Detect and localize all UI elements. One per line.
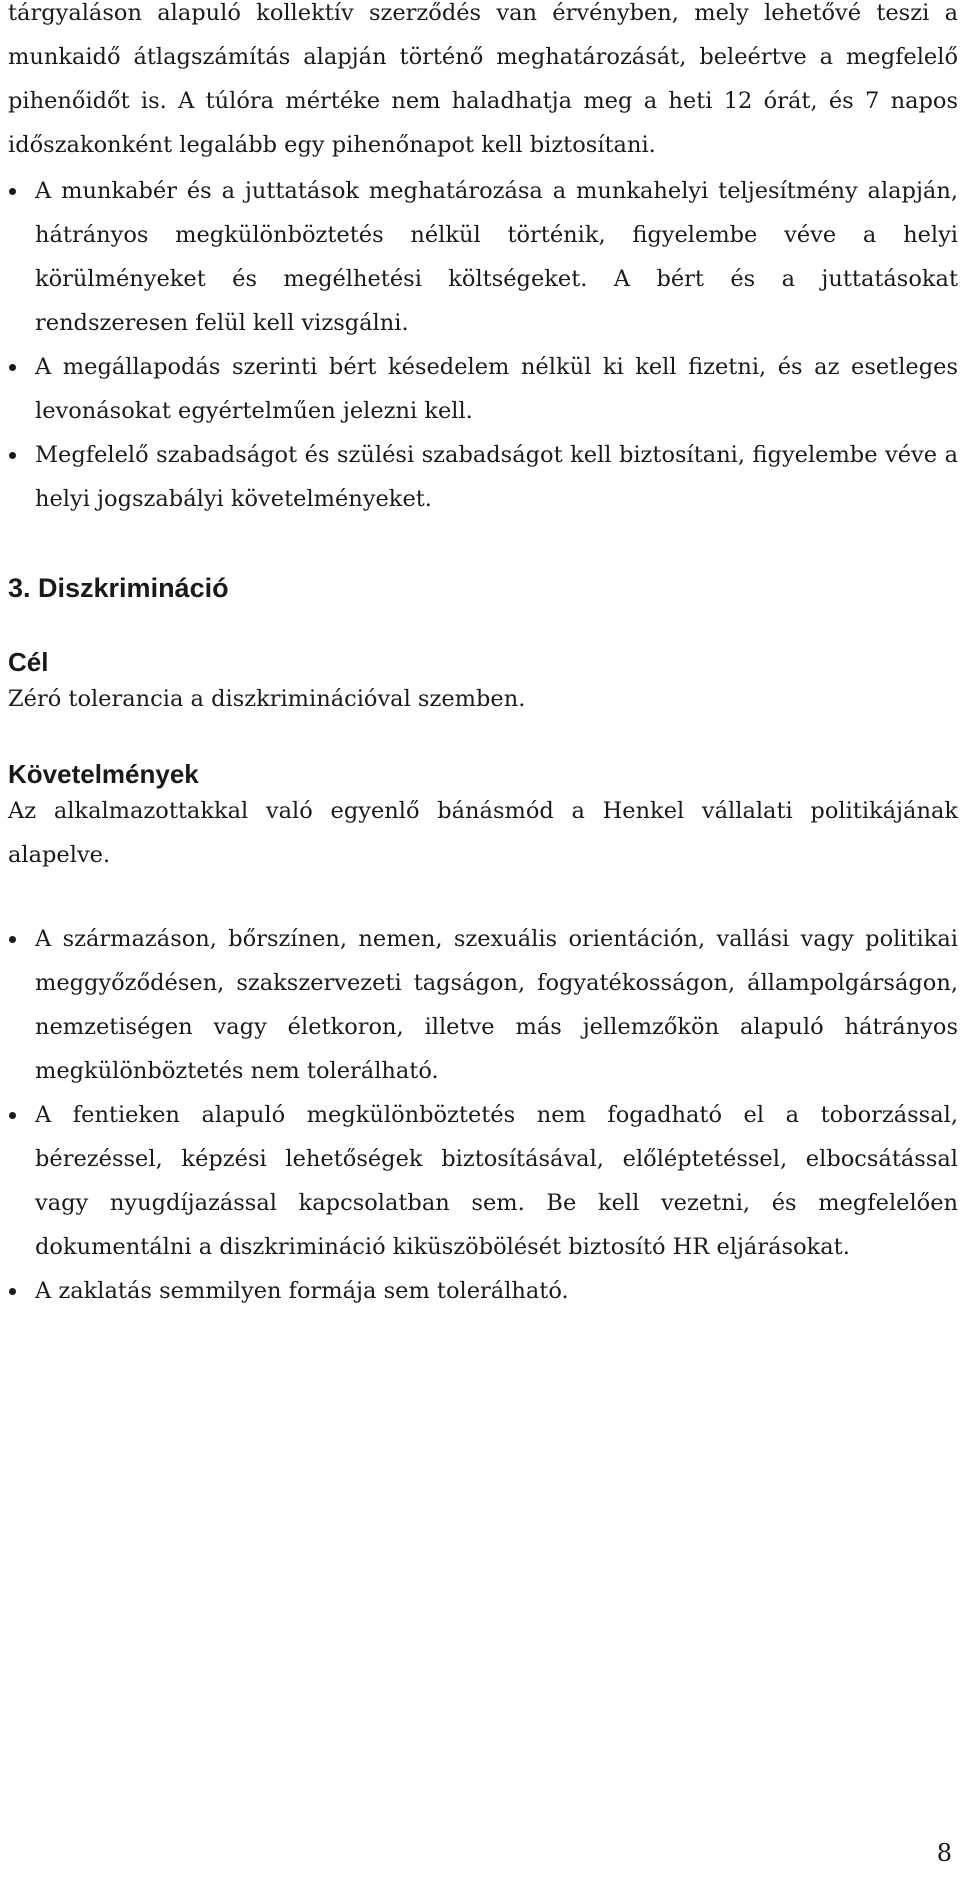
goal-text: Zéró tolerancia a diszkriminációval szemben. [8,686,526,712]
bullet-text: A zaklatás semmilyen formája sem tolerálható. [35,1278,569,1304]
bullet-item [8,917,958,1093]
bullet-item [8,169,958,345]
bullet-text: A megállapodás szerinti bért késedelem nélkül ki kell fizetni, és az esetleges levonásokat egyértelműen jelezni kell. [35,354,958,424]
bullet-dot-icon [9,1112,16,1119]
section-title: 3. Diszkrimináció [8,573,229,603]
bullet-dot-icon [9,188,16,195]
goal-heading: Cél [8,647,49,677]
bullet-text: A származáson, bőrszínen, nemen, szexuális orientáción, vallási vagy politikai meggyőződésen, szakszervezeti tagságon, fogyatékosságon, állampolgárságon, nemzetiségen vagy életkoron, illetve más jellemzőkön alapuló hátrányos megkülönböztetés nem tolerálható. [35,926,958,1084]
wage-bullet-list [8,169,958,521]
bullet-item [8,1269,958,1313]
discrimination-bullet-list [8,917,958,1313]
requirements-heading: Követelmények [8,759,199,789]
page-number: 8 [936,1839,952,1867]
bullet-text: Megfelelő szabadságot és szülési szabadságot kell biztosítani, figyelembe véve a helyi jogszabályi követelményeket. [35,442,958,512]
requirements-text: Az alkalmazottakkal való egyenlő bánásmód a Henkel vállalati politikájának alapelve. [8,798,958,868]
bullet-item [8,345,958,433]
bullet-dot-icon [9,452,16,459]
document-page [8,0,958,1313]
bullet-text: A fentieken alapuló megkülönböztetés nem fogadható el a toborzással, bérezéssel, képzési lehetőségek biztosításával, előléptetéssel, elbocsátással vagy nyugdíjazással kapcsolatban sem. Be kell vezetni, és megfelelően dokumentálni a diszkrimináció kiküszöbölését biztosító HR eljárásokat. [35,1102,958,1260]
continuation-paragraph: tárgyaláson alapuló kollektív szerződés van érvényben, mely lehetővé teszi a munkaidő átlagszámítás alapján történő meghatározását, beleértve a megfelelő pihenőidőt is. A túlóra mértéke nem haladhatja meg a heti 12 órát, és 7 napos időszakonként legalább egy pihenőnapot kell biztosítani. [8,0,958,158]
bullet-text: A munkabér és a juttatások meghatározása a munkahelyi teljesítmény alapján, hátrányos megkülönböztetés nélkül történik, figyelembe véve a helyi körülményeket és megélhetési költségeket. A bért és a juttatásokat rendszeresen felül kell vizsgálni. [35,178,958,336]
bullet-item [8,433,958,521]
bullet-dot-icon [9,936,16,943]
bullet-dot-icon [9,1288,16,1295]
bullet-dot-icon [9,364,16,371]
bullet-item [8,1093,958,1269]
